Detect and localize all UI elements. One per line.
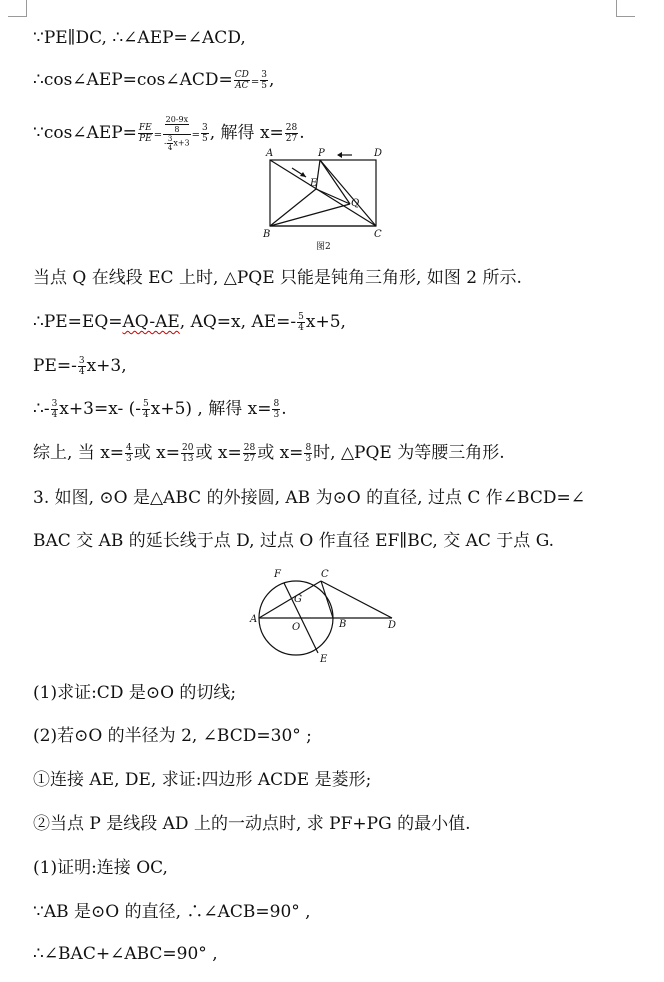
line-11: (1)求证:CD 是⊙O 的切线; — [33, 683, 237, 703]
figure2-label-a: A — [266, 148, 274, 159]
figure2-label-q: Q — [351, 198, 360, 209]
line-14: ②当点 P 是线段 AD 上的一动点时, 求 PF+PG 的最小值. — [33, 814, 471, 834]
line-16: ∵AB 是⊙O 的直径, ∴∠ACB=90° , — [33, 902, 311, 922]
line-17: ∴∠BAC+∠ABC=90° , — [33, 944, 218, 964]
figure2-label-c: C — [374, 229, 382, 240]
figure3-label-c: C — [321, 569, 329, 580]
line-4: 当点 Q 在线段 EC 上时, △PQE 只能是钝角三角形, 如图 2 所示. — [33, 268, 522, 288]
line-8: 综上, 当 x= $\frac{4}{3}$ 或 x= $\frac{20}{13}$ 或 x= $\frac{28}{27}$ 或 x= $\frac{8}{3}$ 时, △PQE 为等腰三角形. — [33, 443, 505, 464]
page-corner-top-left — [8, 0, 27, 17]
figure2-caption: 图2 — [316, 242, 331, 252]
figure2-segment-pc — [320, 160, 376, 226]
line-6: PE=- $\frac{3}{4}$ x+3, — [33, 356, 127, 377]
figure-2 — [260, 146, 390, 256]
line-15: (1)证明:连接 OC, — [33, 858, 168, 878]
line-12: (2)若⊙O 的半径为 2, ∠BCD=30° ; — [33, 726, 312, 746]
line-1: ∵PE∥DC, ∴∠AEP=∠ACD, — [33, 28, 246, 48]
line-13: ①连接 AE, DE, 求证:四边形 ACDE 是菱形; — [33, 770, 372, 790]
figure3-label-e: E — [320, 654, 328, 665]
line-2: ∴cos∠AEP=cos∠ACD= $\frac{CD}{AC}$ = $\frac{3}{5}$ , — [33, 70, 275, 91]
figure2-label-e: E — [310, 178, 318, 189]
line-9: 3. 如图, ⊙O 是△ABC 的外接圆, AB 为⊙O 的直径, 过点 C 作∠BCD=∠ — [33, 488, 585, 508]
figure3-label-g: G — [294, 594, 302, 605]
figure3-label-d: D — [388, 620, 397, 631]
figure3-label-o: O — [292, 622, 301, 633]
figure3-label-a: A — [250, 614, 258, 625]
line-10: BAC 交 AB 的延长线于点 D, 过点 O 作直径 EF∥BC, 交 AC 于点 G. — [33, 531, 555, 551]
figure2-label-d: D — [374, 148, 383, 159]
line-3: ∵cos∠AEP= $\frac{FE}{PE}$ = $\frac{20-9x}{8}$ - $\frac{3}{4}$ x+3 = $\frac{3}{5}$ , 解得 x= $\frac{28}{27}$ . — [33, 115, 305, 152]
figure2-label-p: P — [318, 148, 325, 159]
line-7: ∴- $\frac{3}{4}$ x+3=x- (- $\frac{5}{4}$ x+5) , 解得 x= $\frac{8}{3}$ . — [33, 399, 287, 420]
figure2-label-b: B — [263, 229, 271, 240]
figure3-label-b: B — [339, 619, 347, 630]
page-corner-top-right — [616, 0, 635, 17]
line-5: ∴PE=EQ=AQ-AE, AQ=x, AE=- $\frac{5}{4}$ x+5, — [33, 312, 346, 333]
figure3-label-f: F — [274, 569, 281, 580]
figure-3 — [244, 566, 404, 666]
